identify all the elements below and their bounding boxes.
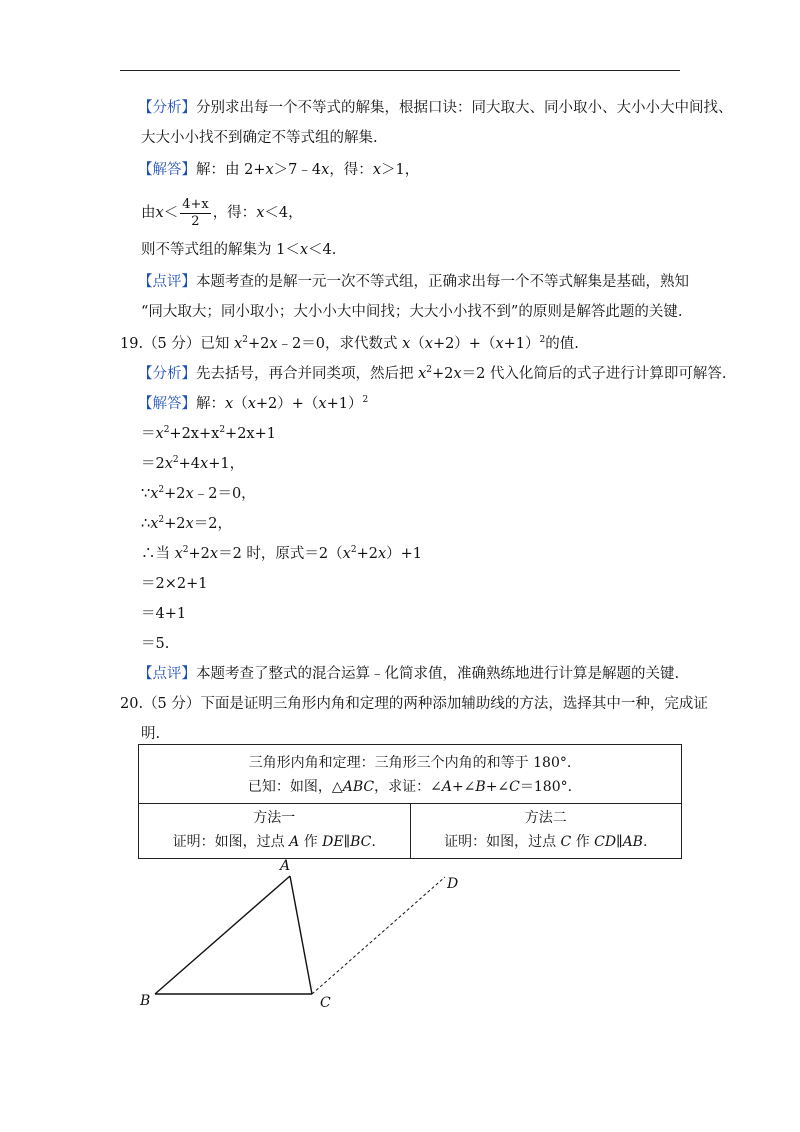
comment-tag: 【点评】 [138, 274, 196, 290]
given-statement: 已知：如图，△ABC，求证：∠A+∠B+∠C＝180°. [247, 779, 573, 795]
q19-step3: $\because x^2+2x﹣2=0$， [141, 485, 256, 502]
q19-step2: $=2x^2+4x+1$， [141, 455, 245, 472]
method2-title: 方法二 [524, 810, 567, 826]
q18-answer-line1: 【解答】解：由 2+x＞7﹣4x，得：x＞1， [138, 162, 420, 178]
label-B: B [140, 993, 151, 1009]
answer-tag: 【解答】 [138, 162, 196, 178]
q20-number: 20. [120, 696, 144, 712]
method2-proof: 证明：如图，过点 C 作 CD∥AB. [444, 834, 648, 850]
analysis-tag: 【分析】 [138, 100, 196, 116]
q19-comment: 【点评】本题考查了整式的混合运算﹣化简求值，准确熟练地进行计算是解题的关键. [138, 666, 680, 682]
method1-proof: 证明：如图，过点 A 作 DE∥BC. [172, 834, 376, 850]
q18-analysis-line1: 【分析】分别求出每一个不等式的解集，根据口诀：同大取大、同小取小、大小小大中间找、 [138, 100, 733, 116]
q19-number: 19. [120, 336, 144, 352]
q19-step1: $=x^2+2x+x^2+2x+1$ [141, 425, 276, 442]
q19-step8: ＝5. [141, 636, 170, 652]
q19-stem: 19.（5 分）已知 $x^2+2x﹣2=0$，求代数式 $x(x+2)+(x+1)^2$的值. [120, 335, 579, 352]
label-D: D [447, 876, 459, 892]
q19-answer-line1: 【解答】解：$x(x+2)+(x+1)^2$ [138, 395, 369, 412]
q19-step4: $\therefore x^2+2x=2$， [141, 515, 232, 532]
q20-stem-line2: 明. [141, 726, 161, 742]
q19-step6: ＝2×2+1 [141, 576, 208, 592]
label-C: C [320, 995, 331, 1011]
q18-comment-line2: “同大取大；同小取小；大小小大中间找；大大小小找不到”的原则是解答此题的关键. [141, 304, 683, 320]
q19-analysis: 【分析】先去括号，再合并同类项，然后把 $x^2+2x=2$ 代入化简后的式子进行计算即可解答. [138, 365, 727, 382]
side-AB [155, 876, 290, 994]
q19-step5: ∴当 $x^2+2x=2$ 时，原式$=2(x^2+2x)+1$ [141, 545, 423, 562]
q18-comment-line1: 【点评】本题考查的是解一元一次不等式组，正确求出每一个不等式解集是基础，熟知 [138, 274, 689, 290]
auxiliary-line-CD [312, 877, 445, 994]
fraction: $\frac{4+x}{2}$ [182, 196, 209, 229]
side-AC [290, 876, 312, 994]
q18-answer-line2: 由x＜ $\frac{4+x}{2}$ ，得：x＜4， [141, 196, 303, 229]
q20-stem-line1: 20.（5 分）下面是证明三角形内角和定理的两种添加辅助线的方法，选择其中一种，完成证 [120, 696, 708, 712]
method1-title: 方法一 [253, 810, 296, 826]
q18-answer-line3: 则不等式组的解集为 1＜x＜4. [141, 242, 337, 258]
label-A: A [280, 858, 291, 874]
theorem-statement: 三角形内角和定理：三角形三个内角的和等于 180°. [248, 755, 572, 771]
q19-step7: ＝4+1 [141, 606, 187, 622]
q18-analysis-line2: 大大小小找不到确定不等式组的解集. [141, 130, 378, 146]
